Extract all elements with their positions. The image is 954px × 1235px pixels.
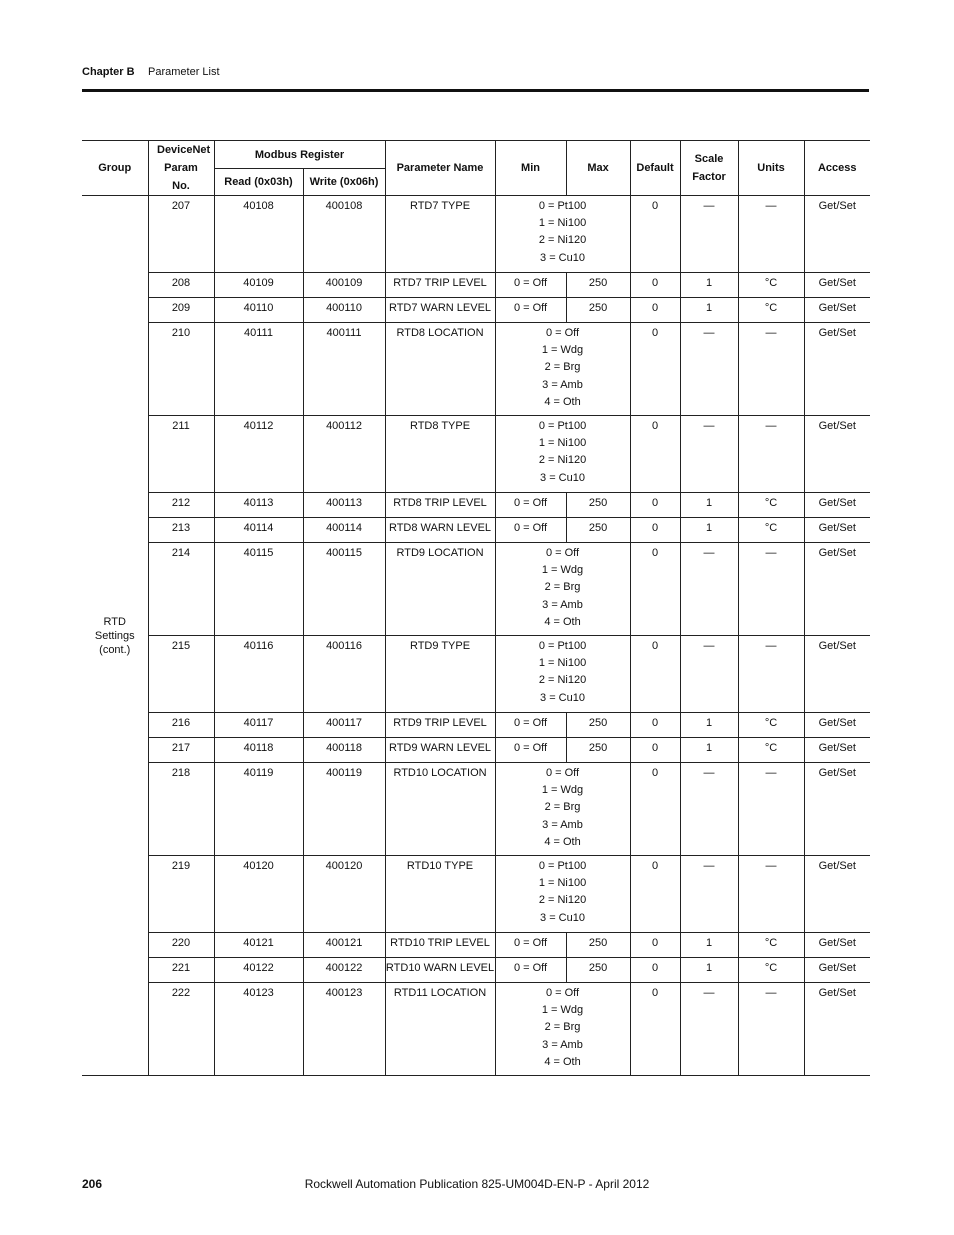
units-cell: — — [738, 636, 804, 713]
min-max-cell: 0 = Off 1 = Wdg 2 = Brg 3 = Amb 4 = Oth — [495, 983, 630, 1076]
scale-factor-cell: 1 — [680, 933, 738, 958]
param-no-cell: 218 — [148, 763, 214, 856]
write-register-cell: 400108 — [303, 196, 385, 273]
default-cell: 0 — [630, 738, 680, 763]
access-cell: Get/Set — [804, 518, 870, 543]
min-max-cell: 0 = Pt100 1 = Ni100 2 = Ni120 3 = Cu10 — [495, 196, 630, 273]
units-cell: °C — [738, 273, 804, 298]
write-register-cell: 400123 — [303, 983, 385, 1076]
min-cell: 0 = Off — [495, 518, 566, 543]
write-register-cell: 400117 — [303, 713, 385, 738]
default-cell: 0 — [630, 713, 680, 738]
table-row — [82, 933, 870, 958]
scale-factor-cell: — — [680, 763, 738, 856]
units-cell: °C — [738, 713, 804, 738]
write-register-cell: 400119 — [303, 763, 385, 856]
access-cell: Get/Set — [804, 738, 870, 763]
param-no-cell: 209 — [148, 298, 214, 323]
param-no-cell: 212 — [148, 493, 214, 518]
table-row — [82, 518, 870, 543]
access-cell: Get/Set — [804, 856, 870, 933]
default-cell: 0 — [630, 416, 680, 493]
read-register-cell: 40119 — [214, 763, 303, 856]
param-no-cell: 210 — [148, 323, 214, 416]
param-no-cell: 219 — [148, 856, 214, 933]
access-cell: Get/Set — [804, 713, 870, 738]
read-register-cell: 40118 — [214, 738, 303, 763]
access-cell: Get/Set — [804, 273, 870, 298]
publication-info: Rockwell Automation Publication 825-UM004D-EN-P - April 2012 — [304, 1177, 650, 1191]
scale-factor-cell: — — [680, 416, 738, 493]
read-register-cell: 40120 — [214, 856, 303, 933]
read-register-cell: 40111 — [214, 323, 303, 416]
min-cell: 0 = Off — [495, 493, 566, 518]
scale-factor-cell: — — [680, 983, 738, 1076]
table-row — [82, 713, 870, 738]
units-cell: °C — [738, 518, 804, 543]
read-register-cell: 40109 — [214, 273, 303, 298]
min-max-cell: 0 = Off 1 = Wdg 2 = Brg 3 = Amb 4 = Oth — [495, 323, 630, 416]
chapter-label: Chapter B — [82, 66, 135, 78]
read-register-cell: 40116 — [214, 636, 303, 713]
read-register-cell: 40122 — [214, 958, 303, 983]
read-register-cell: 40113 — [214, 493, 303, 518]
max-cell: 250 — [566, 273, 630, 298]
read-register-cell: 40117 — [214, 713, 303, 738]
table-row — [82, 273, 870, 298]
min-max-cell: 0 = Off 1 = Wdg 2 = Brg 3 = Amb 4 = Oth — [495, 763, 630, 856]
units-cell: °C — [738, 298, 804, 323]
scale-factor-cell: — — [680, 636, 738, 713]
parameter-name-cell: RTD10 LOCATION — [385, 763, 495, 856]
default-cell: 0 — [630, 298, 680, 323]
table-row — [82, 738, 870, 763]
access-cell: Get/Set — [804, 416, 870, 493]
min-cell: 0 = Off — [495, 273, 566, 298]
parameter-name-cell: RTD10 TYPE — [385, 856, 495, 933]
table-row — [82, 983, 870, 1076]
scale-factor-cell: — — [680, 856, 738, 933]
table-row — [82, 856, 870, 933]
default-cell: 0 — [630, 763, 680, 856]
units-cell: — — [738, 543, 804, 636]
write-register-cell: 400111 — [303, 323, 385, 416]
scale-factor-cell: 1 — [680, 298, 738, 323]
default-cell: 0 — [630, 856, 680, 933]
parameter-name-cell: RTD9 TYPE — [385, 636, 495, 713]
read-register-cell: 40115 — [214, 543, 303, 636]
param-no-cell: 211 — [148, 416, 214, 493]
scale-factor-cell: 1 — [680, 273, 738, 298]
table-row — [82, 323, 870, 416]
param-no-cell: 214 — [148, 543, 214, 636]
param-no-cell: 207 — [148, 196, 214, 273]
access-cell: Get/Set — [804, 323, 870, 416]
param-no-cell: 216 — [148, 713, 214, 738]
write-register-cell: 400115 — [303, 543, 385, 636]
max-cell: 250 — [566, 713, 630, 738]
scale-factor-cell: 1 — [680, 493, 738, 518]
access-cell: Get/Set — [804, 196, 870, 273]
table-row — [82, 543, 870, 636]
write-register-cell: 400112 — [303, 416, 385, 493]
scale-factor-cell: 1 — [680, 518, 738, 543]
parameter-name-cell: RTD7 WARN LEVEL — [385, 298, 495, 323]
scale-factor-cell: — — [680, 543, 738, 636]
scale-factor-cell: 1 — [680, 738, 738, 763]
max-cell: 250 — [566, 933, 630, 958]
default-cell: 0 — [630, 493, 680, 518]
write-register-cell: 400113 — [303, 493, 385, 518]
col-scale-header: Scale Factor — [680, 141, 738, 196]
write-register-cell: 400110 — [303, 298, 385, 323]
default-cell: 0 — [630, 196, 680, 273]
min-cell: 0 = Off — [495, 933, 566, 958]
write-register-cell: 400109 — [303, 273, 385, 298]
write-register-cell: 400120 — [303, 856, 385, 933]
access-cell: Get/Set — [804, 543, 870, 636]
units-cell: °C — [738, 738, 804, 763]
min-cell: 0 = Off — [495, 298, 566, 323]
parameter-name-cell: RTD9 LOCATION — [385, 543, 495, 636]
col-read-header: Read (0x03h) — [214, 169, 303, 196]
col-access-header: Access — [804, 141, 870, 196]
scale-factor-cell: — — [680, 323, 738, 416]
parameter-name-cell: RTD8 LOCATION — [385, 323, 495, 416]
read-register-cell: 40112 — [214, 416, 303, 493]
write-register-cell: 400114 — [303, 518, 385, 543]
parameter-name-cell: RTD9 TRIP LEVEL — [385, 713, 495, 738]
units-cell: — — [738, 323, 804, 416]
access-cell: Get/Set — [804, 636, 870, 713]
units-cell: — — [738, 416, 804, 493]
default-cell: 0 — [630, 933, 680, 958]
parameter-name-cell: RTD8 WARN LEVEL — [385, 518, 495, 543]
running-header — [82, 66, 220, 78]
parameter-name-cell: RTD11 LOCATION — [385, 983, 495, 1076]
table-row — [82, 636, 870, 713]
col-group-header: Group — [82, 141, 148, 196]
units-cell: °C — [738, 933, 804, 958]
min-cell: 0 = Off — [495, 713, 566, 738]
col-name-header: Parameter Name — [385, 141, 495, 196]
read-register-cell: 40110 — [214, 298, 303, 323]
param-no-cell: 222 — [148, 983, 214, 1076]
table-row — [82, 493, 870, 518]
units-cell: °C — [738, 493, 804, 518]
header-rule — [82, 89, 869, 92]
param-no-cell: 215 — [148, 636, 214, 713]
param-no-cell: 213 — [148, 518, 214, 543]
parameter-name-cell: RTD9 WARN LEVEL — [385, 738, 495, 763]
units-cell: — — [738, 196, 804, 273]
table-row — [82, 763, 870, 856]
min-max-cell: 0 = Off 1 = Wdg 2 = Brg 3 = Amb 4 = Oth — [495, 543, 630, 636]
group-cell: RTD Settings (cont.) — [82, 196, 148, 1076]
param-no-cell: 208 — [148, 273, 214, 298]
table-row — [82, 958, 870, 983]
scale-factor-cell: 1 — [680, 713, 738, 738]
col-units-header: Units — [738, 141, 804, 196]
access-cell: Get/Set — [804, 983, 870, 1076]
access-cell: Get/Set — [804, 298, 870, 323]
max-cell: 250 — [566, 958, 630, 983]
scale-factor-cell: — — [680, 196, 738, 273]
table-row — [82, 196, 870, 273]
page-number: 206 — [82, 1177, 103, 1191]
table-row — [82, 416, 870, 493]
default-cell: 0 — [630, 958, 680, 983]
access-cell: Get/Set — [804, 493, 870, 518]
max-cell: 250 — [566, 298, 630, 323]
col-modbus-header: Modbus Register — [214, 141, 385, 169]
units-cell: — — [738, 856, 804, 933]
parameter-name-cell: RTD10 TRIP LEVEL — [385, 933, 495, 958]
write-register-cell: 400118 — [303, 738, 385, 763]
param-no-cell: 221 — [148, 958, 214, 983]
scale-factor-cell: 1 — [680, 958, 738, 983]
units-cell: — — [738, 983, 804, 1076]
parameter-name-cell: RTD10 WARN LEVEL — [385, 958, 495, 983]
min-cell: 0 = Off — [495, 958, 566, 983]
access-cell: Get/Set — [804, 933, 870, 958]
default-cell: 0 — [630, 636, 680, 713]
write-register-cell: 400122 — [303, 958, 385, 983]
min-max-cell: 0 = Pt100 1 = Ni100 2 = Ni120 3 = Cu10 — [495, 636, 630, 713]
max-cell: 250 — [566, 518, 630, 543]
units-cell: — — [738, 763, 804, 856]
col-max-header: Max — [566, 141, 630, 196]
default-cell: 0 — [630, 983, 680, 1076]
max-cell: 250 — [566, 738, 630, 763]
access-cell: Get/Set — [804, 958, 870, 983]
units-cell: °C — [738, 958, 804, 983]
col-write-header: Write (0x06h) — [303, 169, 385, 196]
min-cell: 0 = Off — [495, 738, 566, 763]
min-max-cell: 0 = Pt100 1 = Ni100 2 = Ni120 3 = Cu10 — [495, 416, 630, 493]
default-cell: 0 — [630, 543, 680, 636]
default-cell: 0 — [630, 518, 680, 543]
param-no-cell: 217 — [148, 738, 214, 763]
read-register-cell: 40114 — [214, 518, 303, 543]
section-title: Parameter List — [148, 66, 220, 78]
read-register-cell: 40121 — [214, 933, 303, 958]
write-register-cell: 400116 — [303, 636, 385, 713]
parameter-name-cell: RTD8 TRIP LEVEL — [385, 493, 495, 518]
col-default-header: Default — [630, 141, 680, 196]
col-min-header: Min — [495, 141, 566, 196]
param-no-cell: 220 — [148, 933, 214, 958]
parameter-name-cell: RTD7 TYPE — [385, 196, 495, 273]
read-register-cell: 40123 — [214, 983, 303, 1076]
default-cell: 0 — [630, 323, 680, 416]
default-cell: 0 — [630, 273, 680, 298]
min-max-cell: 0 = Pt100 1 = Ni100 2 = Ni120 3 = Cu10 — [495, 856, 630, 933]
parameter-table — [82, 140, 870, 1076]
access-cell: Get/Set — [804, 763, 870, 856]
table-row — [82, 298, 870, 323]
parameter-name-cell: RTD7 TRIP LEVEL — [385, 273, 495, 298]
col-devicenet-header: DeviceNet Param No. — [148, 141, 214, 196]
parameter-name-cell: RTD8 TYPE — [385, 416, 495, 493]
max-cell: 250 — [566, 493, 630, 518]
read-register-cell: 40108 — [214, 196, 303, 273]
write-register-cell: 400121 — [303, 933, 385, 958]
